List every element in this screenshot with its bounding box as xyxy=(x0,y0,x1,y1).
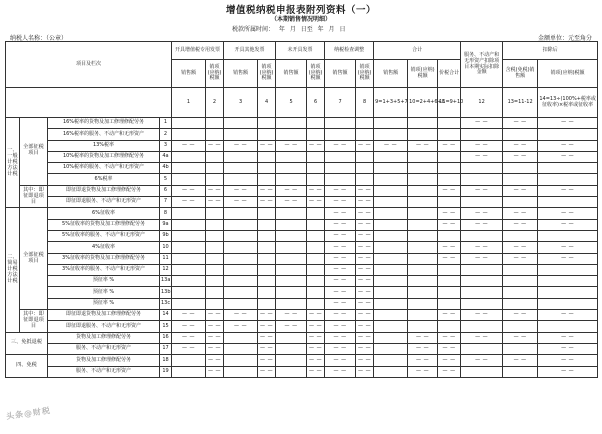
na-cell: — — xyxy=(503,151,538,162)
row-label: 货物及加工修理修配劳务 xyxy=(48,355,160,366)
row-label: 16%税率的服务、不动产和无形资产 xyxy=(48,129,160,140)
na-cell: — — xyxy=(538,219,598,230)
na-cell: — — xyxy=(356,253,374,264)
col-sales: 销售额 xyxy=(374,60,408,88)
na-cell: — — xyxy=(307,185,325,196)
na-cell: — — xyxy=(258,355,276,366)
row-no: 13b xyxy=(160,287,172,298)
na-cell: — — xyxy=(325,219,356,230)
table-row xyxy=(6,253,598,264)
row-no: 6 xyxy=(160,185,172,196)
na-cell: — — xyxy=(325,140,356,151)
na-cell: — — xyxy=(206,140,224,151)
na-cell: — — xyxy=(325,242,356,253)
na-cell: — — xyxy=(538,140,598,151)
na-cell: — — xyxy=(276,197,307,208)
row-no: 14 xyxy=(160,310,172,321)
section-exempt-credit-refund: 三、免抵退税 xyxy=(6,332,48,355)
row-no: 16 xyxy=(160,332,172,343)
na-cell: — — xyxy=(172,185,206,196)
row-no: 1 xyxy=(160,118,172,129)
group-other-invoice: 开具其他发票 xyxy=(224,42,276,60)
col-no: 11=9+10 xyxy=(438,88,461,118)
col-no: 7 xyxy=(325,88,356,118)
col-no: 5 xyxy=(276,88,307,118)
table-row xyxy=(6,219,598,230)
na-cell: — — xyxy=(356,321,374,332)
row-label: 16%税率的货物及加工修理修配劳务 xyxy=(48,118,160,129)
na-cell: — — xyxy=(538,151,598,162)
row-label: 即征即退货物及加工修理修配劳务 xyxy=(48,310,160,321)
na-cell: — — xyxy=(438,310,461,321)
group-vat-special: 开具增值税专用发票 xyxy=(172,42,224,60)
na-cell: — — xyxy=(224,310,258,321)
table-row xyxy=(6,355,598,366)
col-tax: 销项(应纳)税额 xyxy=(408,60,438,88)
taxpayer-name: 纳税人名称：（公章） xyxy=(10,35,68,42)
na-cell: — — xyxy=(356,366,374,377)
row-label: 货物及加工修理修配劳务 xyxy=(48,332,160,343)
na-cell: — — xyxy=(325,185,356,196)
na-cell: — — xyxy=(325,276,356,287)
na-cell: — — xyxy=(356,242,374,253)
na-cell: — — xyxy=(258,321,276,332)
na-cell: — — xyxy=(503,185,538,196)
na-cell: — — xyxy=(356,197,374,208)
row-label: 即征即退服务、不动产和无形资产 xyxy=(48,321,160,332)
na-cell: — — xyxy=(356,140,374,151)
na-cell: — — xyxy=(503,355,538,366)
na-cell: — — xyxy=(325,264,356,275)
na-cell: — — xyxy=(461,208,503,219)
na-cell: — — xyxy=(438,343,461,354)
section-exempt: 四、免税 xyxy=(6,355,48,378)
row-label: 服务、不动产和无形资产 xyxy=(48,343,160,354)
na-cell: — — xyxy=(538,366,598,377)
table-row xyxy=(6,276,598,287)
na-cell: — — xyxy=(503,208,538,219)
na-cell: — — xyxy=(408,140,438,151)
na-cell: — — xyxy=(325,197,356,208)
table-row xyxy=(6,185,598,196)
tax-period: 税款所属时间： 年 月 日至 年 月 日 xyxy=(232,26,346,33)
row-no: 7 xyxy=(160,197,172,208)
na-cell: — — xyxy=(356,287,374,298)
row-no: 19 xyxy=(160,366,172,377)
na-cell: — — xyxy=(461,185,503,196)
na-cell: — — xyxy=(172,332,206,343)
col-no: 6 xyxy=(307,88,325,118)
table-row xyxy=(6,151,598,162)
na-cell: — — xyxy=(538,253,598,264)
na-cell: — — xyxy=(325,253,356,264)
na-cell: — — xyxy=(503,219,538,230)
na-cell: — — xyxy=(503,310,538,321)
na-cell: — — xyxy=(258,197,276,208)
na-cell: — — xyxy=(307,332,325,343)
group-total: 合计 xyxy=(374,42,461,60)
table-row xyxy=(6,343,598,354)
na-cell: — — xyxy=(438,253,461,264)
col-no: 12 xyxy=(461,88,503,118)
na-cell: — — xyxy=(172,343,206,354)
na-cell: — — xyxy=(325,208,356,219)
na-cell: — — xyxy=(258,366,276,377)
col-no: 13=11-12 xyxy=(503,88,538,118)
table-row xyxy=(6,298,598,309)
na-cell: — — xyxy=(206,355,224,366)
na-cell: — — xyxy=(325,355,356,366)
row-label: 3%征收率的货物及加工修理修配劳务 xyxy=(48,253,160,264)
row-no: 15 xyxy=(160,321,172,332)
col-tax: 销项(应纳)税额 xyxy=(206,60,224,88)
na-cell: — — xyxy=(206,366,224,377)
na-cell: — — xyxy=(503,140,538,151)
row-no: 18 xyxy=(160,355,172,366)
row-label: 5%征收率的服务、不动产和无形资产 xyxy=(48,230,160,241)
na-cell: — — xyxy=(307,310,325,321)
section-simple: 二、简易计税方法计税 xyxy=(6,208,20,332)
group-inspection: 纳税检查调整 xyxy=(325,42,374,60)
na-cell: — — xyxy=(408,343,438,354)
table-row xyxy=(6,174,598,185)
na-cell: — — xyxy=(325,321,356,332)
subsection-refund: 其中：即征即退项目 xyxy=(20,185,48,208)
col-incl-tax-sales: 含税(免税)销售额 xyxy=(503,60,538,88)
na-cell: — — xyxy=(206,332,224,343)
na-cell: — — xyxy=(503,118,538,129)
row-no: 9b xyxy=(160,230,172,241)
na-cell: — — xyxy=(206,185,224,196)
col-sales: 销售额 xyxy=(276,60,307,88)
na-cell: — — xyxy=(276,140,307,151)
na-cell: — — xyxy=(224,185,258,196)
col-no: 8 xyxy=(356,88,374,118)
na-cell: — — xyxy=(461,242,503,253)
col-no: 3 xyxy=(224,88,258,118)
na-cell: — — xyxy=(374,140,408,151)
col-sales: 销售额 xyxy=(172,60,206,88)
row-no: 5 xyxy=(160,174,172,185)
row-label: 3%征收率的服务、不动产和无形资产 xyxy=(48,264,160,275)
row-no: 17 xyxy=(160,343,172,354)
subsection-refund: 其中：即征即退项目 xyxy=(20,310,48,333)
table-row xyxy=(6,310,598,321)
column-number-row xyxy=(6,88,598,118)
na-cell: — — xyxy=(276,321,307,332)
na-cell: — — xyxy=(438,242,461,253)
col-tax: 销项(应纳)税额 xyxy=(258,60,276,88)
col-sales: 销售额 xyxy=(325,60,356,88)
na-cell: — — xyxy=(356,219,374,230)
na-cell: — — xyxy=(461,219,503,230)
row-no: 10 xyxy=(160,242,172,253)
na-cell: — — xyxy=(307,355,325,366)
row-label: 即征即退货物及加工修理修配劳务 xyxy=(48,185,160,196)
row-label: 5%征收率的货物及加工修理修配劳务 xyxy=(48,219,160,230)
table-row xyxy=(6,197,598,208)
table-row xyxy=(6,230,598,241)
col-after-tax: 销项(应纳)税额 xyxy=(538,60,598,88)
na-cell: — — xyxy=(258,310,276,321)
na-cell: — — xyxy=(325,287,356,298)
section-general: 一、一般计税方法计税 xyxy=(6,118,20,208)
col-no: 2 xyxy=(206,88,224,118)
na-cell: — — xyxy=(325,343,356,354)
na-cell: — — xyxy=(408,355,438,366)
na-cell: — — xyxy=(438,208,461,219)
group-deduction: 服务、不动产和无形资产扣除项目本期实际扣除金额 xyxy=(461,42,503,88)
col-total-tax-sum: 价税合计 xyxy=(438,60,461,88)
table-row xyxy=(6,264,598,275)
na-cell: — — xyxy=(307,197,325,208)
row-no: 12 xyxy=(160,264,172,275)
row-label: 10%税率的货物及加工修理修配劳务 xyxy=(48,151,160,162)
group-no-invoice: 未开具发票 xyxy=(276,42,325,60)
na-cell: — — xyxy=(276,185,307,196)
na-cell: — — xyxy=(461,253,503,264)
row-no: 9a xyxy=(160,219,172,230)
na-cell: — — xyxy=(206,310,224,321)
table-row xyxy=(6,163,598,174)
row-no: 4a xyxy=(160,151,172,162)
table-row xyxy=(6,129,598,140)
na-cell: — — xyxy=(172,197,206,208)
table-row xyxy=(6,332,598,343)
row-no: 13c xyxy=(160,298,172,309)
row-no: 13a xyxy=(160,276,172,287)
row-label: 预征率 % xyxy=(48,298,160,309)
na-cell: — — xyxy=(356,332,374,343)
na-cell: — — xyxy=(438,332,461,343)
form-title: 增值税纳税申报表附列资料（一） xyxy=(225,5,376,16)
na-cell: — — xyxy=(206,343,224,354)
col-no: 4 xyxy=(258,88,276,118)
na-cell: — — xyxy=(408,332,438,343)
table-row xyxy=(6,321,598,332)
na-cell: — — xyxy=(408,366,438,377)
table-row xyxy=(6,242,598,253)
na-cell: — — xyxy=(538,343,598,354)
na-cell: — — xyxy=(307,343,325,354)
na-cell: — — xyxy=(461,310,503,321)
na-cell: — — xyxy=(276,310,307,321)
na-cell: — — xyxy=(325,230,356,241)
col-no: 14=13÷(100%+税率或征收率)×税率或征收率 xyxy=(538,88,598,118)
na-cell: — — xyxy=(356,343,374,354)
row-no: 4b xyxy=(160,163,172,174)
na-cell: — — xyxy=(538,185,598,196)
na-cell: — — xyxy=(538,118,598,129)
na-cell: — — xyxy=(172,310,206,321)
row-label: 10%税率的服务、不动产和无形资产 xyxy=(48,163,160,174)
col-no: 9=1+3+5+7 xyxy=(374,88,408,118)
col-no: 1 xyxy=(172,88,206,118)
amount-unit: 金额单位：元至角分 xyxy=(537,35,592,42)
row-label: 4%征收率 xyxy=(48,242,160,253)
na-cell: — — xyxy=(258,140,276,151)
item-header: 项目及栏次 xyxy=(6,42,172,88)
form-subtitle: （本期销售情况明细） xyxy=(270,16,331,23)
watermark-text: 头条@财税 xyxy=(5,405,52,422)
na-cell: — — xyxy=(307,321,325,332)
table-row xyxy=(6,287,598,298)
row-label: 预征率 % xyxy=(48,287,160,298)
row-no: 3 xyxy=(160,140,172,151)
na-cell: — — xyxy=(461,140,503,151)
sales-detail-table xyxy=(5,41,598,378)
na-cell: — — xyxy=(356,230,374,241)
na-cell: — — xyxy=(224,197,258,208)
na-cell: — — xyxy=(325,310,356,321)
na-cell: — — xyxy=(258,332,276,343)
na-cell: — — xyxy=(538,332,598,343)
table-row xyxy=(6,208,598,219)
table-row xyxy=(6,366,598,377)
na-cell: — — xyxy=(224,321,258,332)
na-cell: — — xyxy=(461,151,503,162)
na-cell: — — xyxy=(356,208,374,219)
subsection-all: 全部征税项目 xyxy=(20,118,48,186)
na-cell: — — xyxy=(307,366,325,377)
na-cell: — — xyxy=(206,197,224,208)
na-cell: — — xyxy=(356,264,374,275)
na-cell: — — xyxy=(461,118,503,129)
na-cell: — — xyxy=(307,140,325,151)
na-cell: — — xyxy=(438,366,461,377)
na-cell: — — xyxy=(258,185,276,196)
na-cell: — — xyxy=(438,219,461,230)
row-label: 6%征收率 xyxy=(48,208,160,219)
row-label: 即征即退服务、不动产和无形资产 xyxy=(48,197,160,208)
na-cell: — — xyxy=(538,208,598,219)
table-row xyxy=(6,140,598,151)
na-cell: — — xyxy=(356,298,374,309)
na-cell: — — xyxy=(325,366,356,377)
na-cell: — — xyxy=(356,310,374,321)
na-cell: — — xyxy=(206,321,224,332)
na-cell: — — xyxy=(325,298,356,309)
row-no: 2 xyxy=(160,129,172,140)
row-no: 11 xyxy=(160,253,172,264)
table-row xyxy=(6,118,598,129)
col-tax: 销项(应纳)税额 xyxy=(356,60,374,88)
row-label: 服务、不动产和无形资产 xyxy=(48,366,160,377)
na-cell: — — xyxy=(258,343,276,354)
na-cell: — — xyxy=(438,140,461,151)
col-sales: 销售额 xyxy=(224,60,258,88)
na-cell: — — xyxy=(224,140,258,151)
na-cell: — — xyxy=(356,355,374,366)
row-label: 6%税率 xyxy=(48,174,160,185)
na-cell: — — xyxy=(538,355,598,366)
na-cell: — — xyxy=(172,321,206,332)
na-cell: — — xyxy=(461,355,503,366)
na-cell: — — xyxy=(325,332,356,343)
row-label: 预征率 % xyxy=(48,276,160,287)
na-cell: — — xyxy=(461,332,503,343)
subsection-all: 全部征税项目 xyxy=(20,208,48,310)
row-no: 8 xyxy=(160,208,172,219)
col-tax: 销项(应纳)税额 xyxy=(307,60,325,88)
na-cell: — — xyxy=(172,140,206,151)
na-cell: — — xyxy=(503,253,538,264)
na-cell: — — xyxy=(438,355,461,366)
na-cell: — — xyxy=(438,185,461,196)
na-cell: — — xyxy=(538,310,598,321)
na-cell: — — xyxy=(503,242,538,253)
group-after-deduction: 扣除后 xyxy=(503,42,598,60)
row-label: 13%税率 xyxy=(48,140,160,151)
na-cell: — — xyxy=(356,276,374,287)
na-cell: — — xyxy=(356,185,374,196)
na-cell: — — xyxy=(503,332,538,343)
col-no: 10=2+4+6+8 xyxy=(408,88,438,118)
na-cell: — — xyxy=(538,242,598,253)
